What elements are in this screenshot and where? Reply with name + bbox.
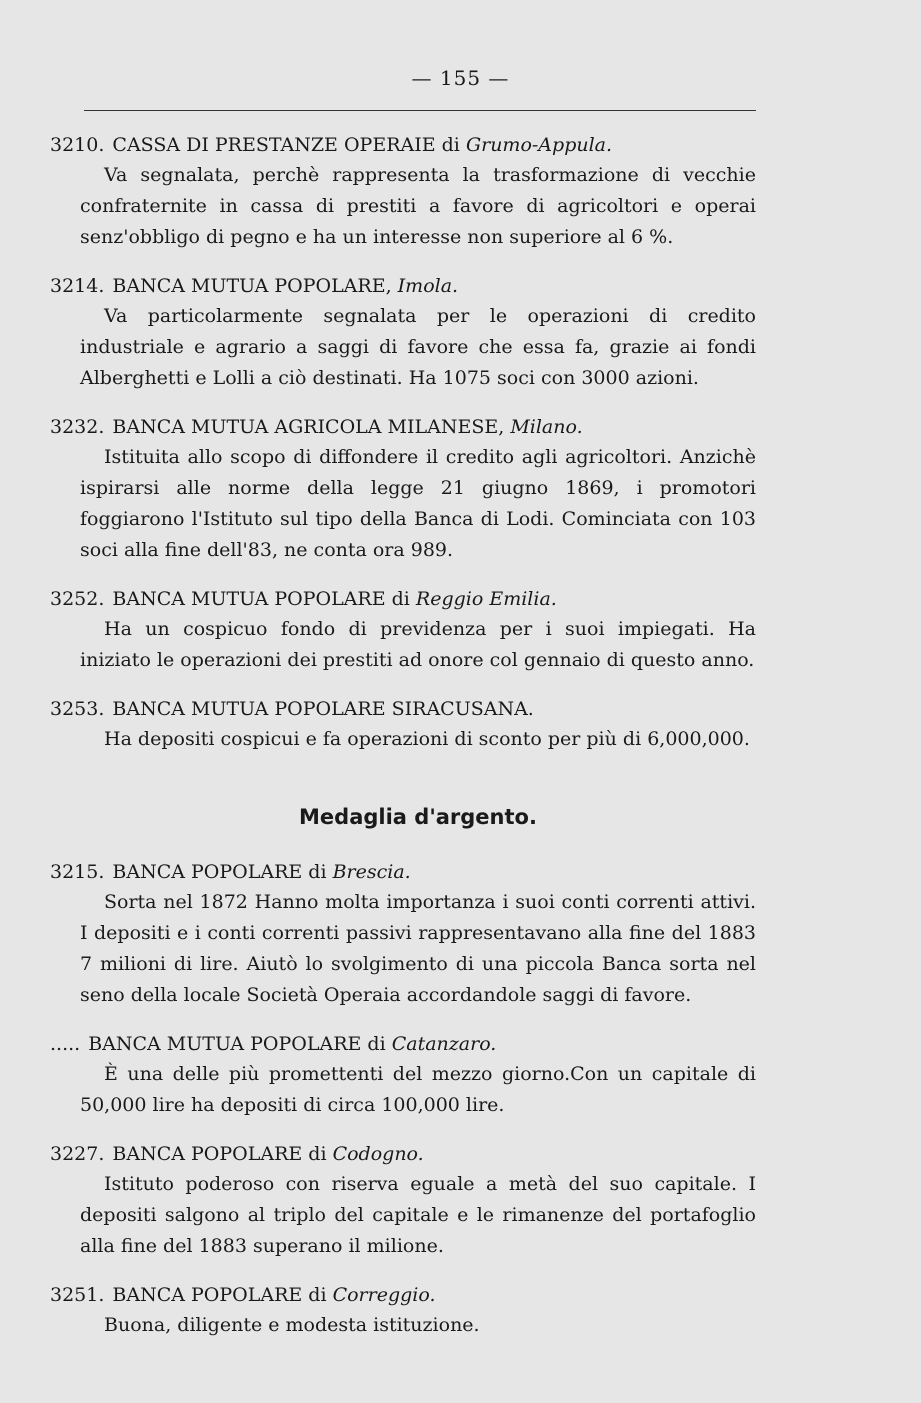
entry-number: 3227. — [50, 1143, 105, 1165]
entry-heading — [50, 130, 756, 160]
entry — [50, 1139, 756, 1262]
entry-heading — [50, 857, 756, 887]
entry-place: Reggio Emilia. — [415, 588, 557, 610]
entry-heading — [50, 271, 756, 301]
entry — [50, 694, 756, 755]
entry-institution-name: BANCA POPOLARE di — [112, 1143, 327, 1165]
entry-institution-name: BANCA MUTUA POPOLARE, — [112, 275, 392, 297]
entry-number: 3253. — [50, 698, 105, 720]
entry-number: 3214. — [50, 275, 105, 297]
entry-heading — [50, 584, 756, 614]
entry — [50, 857, 756, 1011]
entry-place: Imola. — [397, 275, 459, 297]
entry-place: Brescia. — [332, 861, 411, 883]
entry-place: Correggio. — [332, 1284, 436, 1306]
entry-institution-name: BANCA MUTUA POPOLARE SIRACUSANA. — [112, 698, 534, 720]
entry-description: Ha un cospicuo fondo di previdenza per i suoi impiegati. Ha iniziato le operazioni dei prestiti ad onore col gennaio di questo anno. — [80, 618, 756, 671]
entry-institution-name: BANCA POPOLARE di — [112, 1284, 327, 1306]
entry-heading — [50, 1139, 756, 1169]
entry-heading — [50, 1280, 756, 1310]
entry — [50, 1280, 756, 1341]
entry-description: Buona, diligente e modesta istituzione. — [104, 1314, 480, 1336]
entry-description: Va segnalata, perchè rappresenta la trasformazione di vecchie confraternite in cassa di prestiti a favore di agricoltori e operai senz'obbligo di pegno e ha un interesse non superiore al 6 %. — [80, 164, 756, 248]
entry — [50, 271, 756, 394]
entry-number: 3232. — [50, 416, 105, 438]
entry-institution-name: BANCA POPOLARE di — [112, 861, 327, 883]
entry-place: Catanzaro. — [391, 1033, 497, 1055]
entry-number: ..... — [50, 1033, 81, 1055]
entry-description: Ha depositi cospicui e fa operazioni di sconto per più di 6,000,000. — [104, 728, 750, 750]
entry — [50, 584, 756, 676]
entry-heading — [50, 1029, 756, 1059]
header-divider — [84, 110, 756, 111]
section-title: Medaglia d'argento. — [299, 805, 537, 829]
entry-number: 3210. — [50, 134, 105, 156]
entry-number: 3251. — [50, 1284, 105, 1306]
entry-institution-name: BANCA MUTUA POPOLARE di — [88, 1033, 386, 1055]
entry-number: 3215. — [50, 861, 105, 883]
page-content — [50, 130, 756, 1359]
entry-institution-name: BANCA MUTUA POPOLARE di — [112, 588, 410, 610]
entry-description: Sorta nel 1872 Hanno molta importanza i suoi conti correnti attivi. I depositi e i conti correnti passivi rappresentavano alla fine del 1883 7 milioni di lire. Aiutò lo svolgimento di una piccola Banca sorta nel seno della locale Società Operaia accordandole saggi di favore. — [80, 891, 756, 1006]
entries-list-top — [50, 130, 756, 755]
entry-heading — [50, 694, 756, 724]
entry — [50, 130, 756, 253]
entry-heading — [50, 412, 756, 442]
entry — [50, 412, 756, 566]
page-number: — 155 — — [411, 66, 510, 90]
entries-list-bottom — [50, 857, 756, 1341]
entry-description: È una delle più promettenti del mezzo giorno.Con un capitale di 50,000 lire ha depositi di circa 100,000 lire. — [80, 1063, 756, 1116]
entry-place: Milano. — [510, 416, 583, 438]
entry-description: Va particolarmente segnalata per le operazioni di credito industriale e agrario a saggi di favore che essa fa, grazie ai fondi Alberghetti e Lolli a ciò destinati. Ha 1075 soci con 3000 azioni. — [80, 305, 756, 389]
entry-description: Istituita allo scopo di diffondere il credito agli agricoltori. Anzichè ispirarsi alle norme della legge 21 giugno 1869, i promotori foggiarono l'Istituto sul tipo della Banca di Lodi. Cominciata con 103 soci alla fine dell'83, ne conta ora 989. — [80, 446, 756, 561]
entry-place: Grumo-Appula. — [465, 134, 613, 156]
entry-place: Codogno. — [332, 1143, 424, 1165]
entry-description: Istituto poderoso con riserva eguale a metà del suo capitale. I depositi salgono al triplo del capitale e le rimanenze del portafoglio alla fine del 1883 superano il milione. — [80, 1173, 756, 1257]
entry — [50, 1029, 756, 1121]
entry-institution-name: CASSA DI PRESTANZE OPERAIE di — [112, 134, 460, 156]
entry-number: 3252. — [50, 588, 105, 610]
entry-institution-name: BANCA MUTUA AGRICOLA MILANESE, — [112, 416, 505, 438]
